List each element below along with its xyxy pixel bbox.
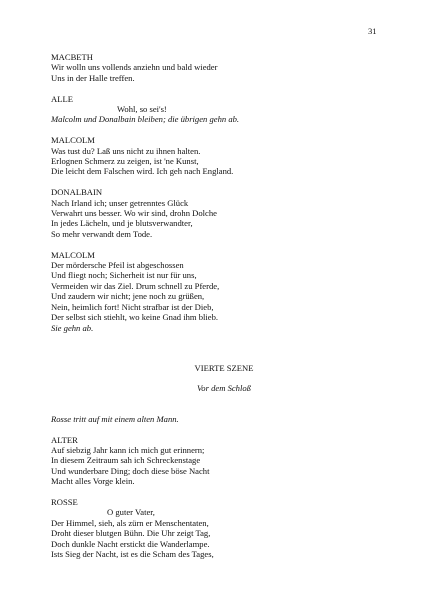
speech-alter [51, 435, 381, 487]
verse-line: Nein, heimlich fort! Nicht strafbar ist der Dieb, [51, 301, 214, 312]
scene-location: Vor dem Schloß [197, 383, 251, 394]
speaker-name: ROSSE [51, 496, 78, 507]
speaker-name: ALTER [51, 434, 78, 445]
verse-line: Was tust du? Laß uns nicht zu ihnen halten. [51, 145, 201, 156]
scene-title: VIERTE SZENE [194, 362, 254, 373]
verse-line: Doch dunkle Nacht erstickt die Wanderlampe. [51, 538, 210, 549]
verse-line: Und zaudern wir nicht; jene noch zu grüßen, [51, 291, 205, 302]
speaker-name: MALCOLM [51, 135, 95, 146]
play-text [51, 52, 381, 570]
speaker-name: DONALBAIN [51, 187, 103, 198]
verse-line: In jedes Lächeln, und je blutsverwandter, [51, 218, 193, 229]
verse-line: In diesem Zeitraum sah ich Schreckenstage [51, 455, 201, 466]
verse-line: Wohl, so sei's! [117, 104, 167, 115]
stage-direction: Malcolm und Donalbain bleiben; die übrigen gehn ab. [51, 114, 240, 125]
verse-line: Der Himmel, sieh, als zürn er Menschentaten, [51, 517, 209, 528]
verse-line: So mehr verwandt dem Tode. [51, 228, 153, 239]
verse-line: O guter Vater, [107, 507, 155, 518]
verse-line: Vermeiden wir das Ziel. Drum schnell zu Pferde, [51, 280, 220, 291]
speaker-name: ALLE [51, 93, 73, 104]
speech-rosse [51, 497, 381, 559]
verse-line: Der selbst sich stiehlt, wo keine Gnad ihm blieb. [51, 312, 219, 323]
verse-line: Nach Irland ich; unser getrenntes Glück [51, 197, 189, 208]
speech-alle [51, 94, 381, 125]
verse-line: Der mördersche Pfeil ist abgeschossen [51, 260, 184, 271]
speaker-name: MALCOLM [51, 249, 95, 260]
speaker-name: MACBETH [51, 52, 94, 62]
stage-direction: Sie gehn ab. [51, 322, 94, 333]
speech-donalbain [51, 187, 381, 239]
stage-direction: Rosse tritt auf mit einem alten Mann. [51, 413, 179, 424]
verse-line: Droht dieser blutgen Bühn. Die Uhr zeigt Tag, [51, 528, 211, 539]
page-number: 31 [368, 26, 377, 36]
verse-line: Die leicht dem Falschen wird. Ich geh nach England. [51, 166, 234, 177]
verse-line: Auf siebzig Jahr kann ich mich gut erinnern; [51, 444, 205, 455]
verse-line: Verwahrt uns besser. Wo wir sind, drohn Dolche [51, 208, 217, 219]
speech-macbeth [51, 52, 381, 83]
verse-line: Macht alles Vorge klein. [51, 476, 135, 487]
speech-malcolm [51, 135, 381, 177]
speech-malcolm [51, 250, 381, 333]
verse-line: Und wunderbare Ding; doch diese böse Nacht [51, 465, 210, 476]
verse-line: Uns in der Halle treffen. [51, 72, 135, 83]
verse-line: Erlognen Schmerz zu zeigen, ist 'ne Kunst, [51, 156, 199, 167]
verse-line: Ists Sieg der Nacht, ist es die Scham des Tages, [51, 548, 214, 559]
verse-line: Und fliegt noch; Sicherheit ist nur für uns, [51, 270, 197, 281]
verse-line: Wir wolln uns vollends anziehn und bald wieder [51, 62, 218, 73]
